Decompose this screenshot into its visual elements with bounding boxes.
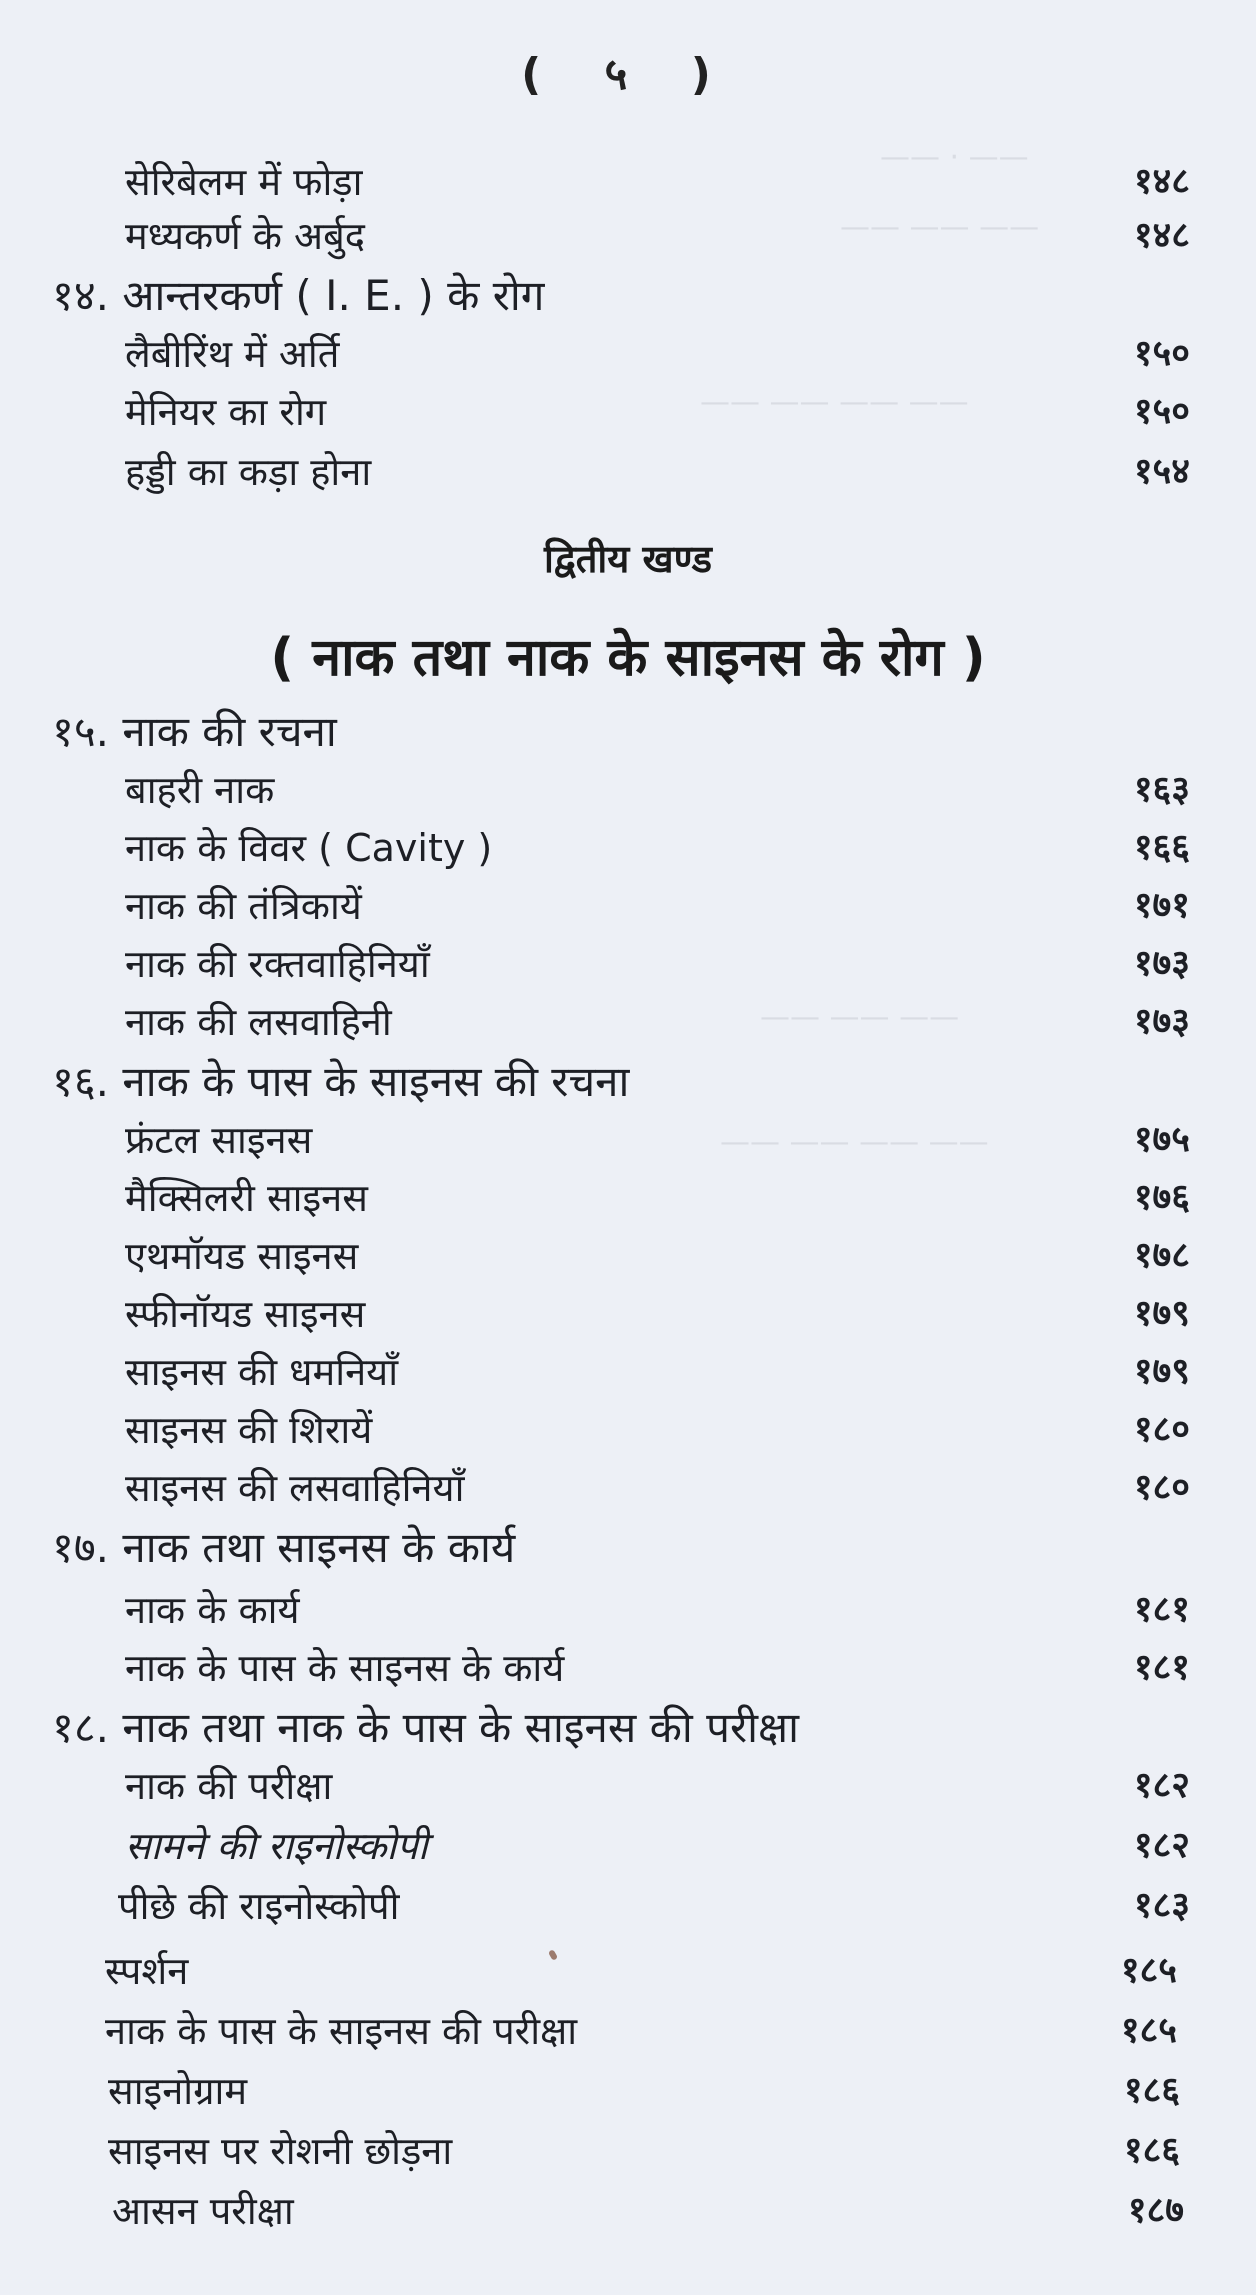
show-through-text: —— · ——: [880, 140, 1029, 175]
toc-entry-page: १८२: [1133, 1825, 1190, 1866]
toc-chapter-label: १५. नाक की रचना: [52, 707, 337, 756]
toc-entry-label: बाहरी नाक: [125, 768, 275, 812]
toc-entry: [125, 1760, 1190, 1812]
toc-entry-page: १८३: [1133, 1885, 1190, 1926]
page-number: ( ५ ): [521, 49, 735, 100]
toc-entry-page: १७९: [1133, 1351, 1190, 1392]
toc-entry: [125, 1404, 1190, 1456]
toc-entry-page: १६३: [1133, 769, 1190, 810]
toc-entry: [125, 1172, 1190, 1224]
toc-entry-page: १७८: [1133, 1235, 1190, 1276]
toc-chapter: [52, 1522, 1190, 1574]
toc-entry: [112, 2185, 1184, 2237]
toc-entry-label: सामने की राइनोस्कोपी: [125, 1824, 428, 1868]
toc-entry-page: १८६: [1123, 2070, 1180, 2111]
toc-entry-label: नाक के विवर ( Cavity ): [125, 826, 493, 870]
toc-entry-page: १७३: [1133, 943, 1190, 984]
toc-entry-page: १८०: [1133, 1467, 1190, 1508]
toc-entry-page: १४८: [1133, 161, 1190, 202]
toc-entry: [125, 880, 1190, 932]
toc-entry: [125, 1462, 1190, 1514]
show-through-text: —— —— ——: [760, 1000, 960, 1035]
toc-entry-label: साइनस की लसवाहिनियाँ: [125, 1466, 465, 1510]
toc-chapter-label: १४. आन्तरकर्ण ( I. E. ) के रोग: [52, 271, 545, 320]
toc-entry-label: नाक की लसवाहिनी: [125, 1000, 392, 1044]
toc-entry-label: नाक की रक्तवाहिनियाँ: [125, 942, 430, 986]
section-title: द्वितीय खण्ड: [544, 537, 712, 581]
toc-entry: [125, 1114, 1190, 1166]
toc-entry: [108, 2125, 1180, 2177]
toc-entry-label: स्पर्शन: [105, 1949, 189, 1993]
toc-entry-label: आसन परीक्षा: [112, 2189, 294, 2233]
toc-entry: [125, 1346, 1190, 1398]
toc-entry-label: नाक के पास के साइनस की परीक्षा: [105, 2009, 578, 2053]
toc-chapter: [52, 270, 1190, 322]
show-through-text: —— —— —— ——: [700, 385, 969, 420]
toc-entry-page: १५०: [1133, 391, 1190, 432]
toc-entry-page: १७९: [1133, 1293, 1190, 1334]
toc-chapter-label: १८. नाक तथा नाक के पास के साइनस की परीक्षा: [52, 1703, 800, 1752]
toc-entry-label: स्फीनॉयड साइनस: [125, 1292, 366, 1336]
toc-entry: [125, 764, 1190, 816]
toc-entry-page: १८५: [1120, 2010, 1177, 2051]
toc-entry-page: १५०: [1133, 333, 1190, 374]
toc-entry-label: फ्रंटल साइनस: [125, 1118, 313, 1162]
toc-entry: [125, 1820, 1190, 1872]
toc-chapter: [52, 1702, 1190, 1754]
toc-entry-label: साइनस की धमनियाँ: [125, 1350, 399, 1394]
toc-entry-page: १७५: [1133, 1119, 1190, 1160]
toc-entry: [125, 996, 1190, 1048]
toc-entry: [105, 2005, 1177, 2057]
toc-entry-label: हड्डी का कड़ा होना: [125, 450, 372, 494]
toc-entry-label: सेरिबेलम में फोड़ा: [125, 160, 363, 204]
toc-entry-label: नाक के कार्य: [125, 1588, 300, 1632]
toc-entry: [125, 1584, 1190, 1636]
toc-chapter: [52, 706, 1190, 758]
toc-entry: [125, 386, 1190, 438]
toc-entry-page: १८६: [1123, 2130, 1180, 2171]
toc-entry: [125, 156, 1190, 208]
toc-entry-label: साइनोग्राम: [108, 2069, 248, 2113]
toc-entry-label: मेनियर का रोग: [125, 390, 327, 434]
toc-entry-label: साइनस पर रोशनी छोड़ना: [108, 2129, 453, 2173]
toc-entry: [125, 1288, 1190, 1340]
show-through-text: —— —— ——: [840, 210, 1040, 245]
toc-entry-label: नाक के पास के साइनस के कार्य: [125, 1646, 565, 1690]
toc-chapter-label: १७. नाक तथा साइनस के कार्य: [52, 1523, 516, 1572]
toc-entry-label: नाक की परीक्षा: [125, 1764, 333, 1808]
toc-entry: [125, 446, 1190, 498]
toc-entry: [118, 1880, 1190, 1932]
toc-entry-page: १७६: [1133, 1177, 1190, 1218]
toc-entry-label: पीछे की राइनोस्कोपी: [118, 1884, 400, 1928]
section-subtitle: ( नाक तथा नाक के साइनस के रोग ): [270, 628, 986, 688]
toc-entry-label: मैक्सिलरी साइनस: [125, 1176, 368, 1220]
toc-entry-page: १८१: [1133, 1589, 1190, 1630]
toc-chapter: [52, 1056, 1190, 1108]
toc-entry-page: १७१: [1133, 885, 1190, 926]
toc-entry-page: १८५: [1120, 1950, 1177, 1991]
toc-entry-label: साइनस की शिरायें: [125, 1408, 373, 1452]
toc-entry: [125, 938, 1190, 990]
toc-entry-label: एथमॉयड साइनस: [125, 1234, 359, 1278]
toc-chapter-label: १६. नाक के पास के साइनस की रचना: [52, 1057, 630, 1106]
toc-entry: [125, 1642, 1190, 1694]
toc-entry-page: १८२: [1133, 1765, 1190, 1806]
toc-entry-label: नाक की तंत्रिकायें: [125, 884, 362, 928]
toc-entry: [105, 1945, 1177, 1997]
toc-entry-label: लैबीरिंथ में अर्ति: [125, 332, 340, 376]
toc-entry-page: १८७: [1127, 2190, 1184, 2231]
toc-entry: [125, 210, 1190, 262]
toc-entry: [108, 2065, 1180, 2117]
toc-entry-page: १८०: [1133, 1409, 1190, 1450]
toc-entry: [125, 1230, 1190, 1282]
toc-entry: [125, 822, 1190, 874]
toc-entry-page: १४८: [1133, 215, 1190, 256]
toc-entry-label: मध्यकर्ण के अर्बुद: [125, 214, 365, 258]
toc-entry: [125, 328, 1190, 380]
toc-entry-page: १८१: [1133, 1647, 1190, 1688]
toc-entry-page: १६६: [1133, 827, 1190, 868]
toc-entry-page: १७३: [1133, 1001, 1190, 1042]
toc-entry-page: १५४: [1133, 451, 1190, 492]
show-through-text: —— —— —— ——: [720, 1125, 989, 1160]
